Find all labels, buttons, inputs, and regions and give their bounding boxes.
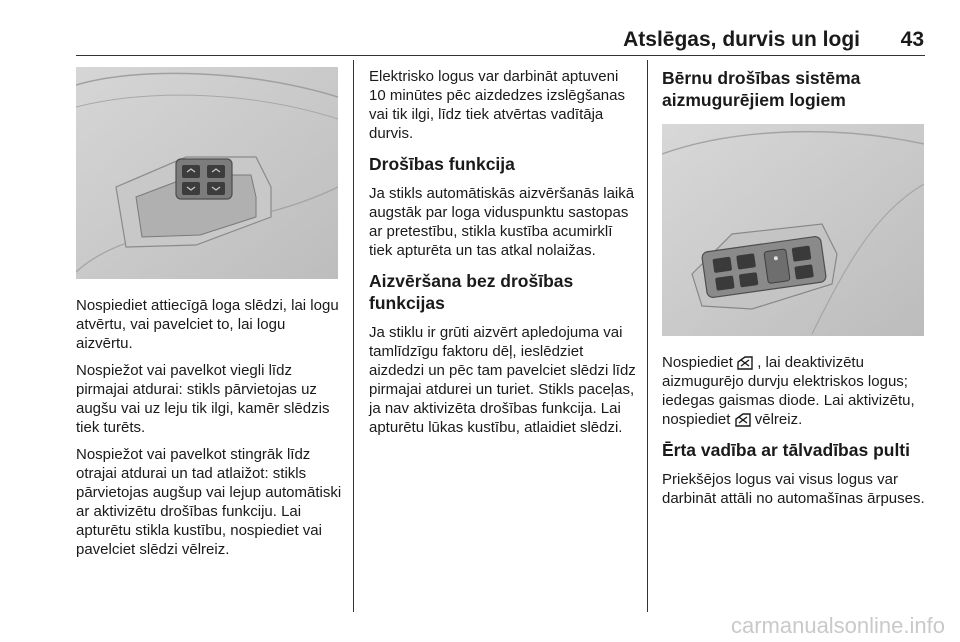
middle-column (369, 67, 637, 445)
safety-function-heading: Drošības funkcija (369, 154, 515, 174)
right-column (662, 67, 930, 516)
watermark: carmanualsonline.info (730, 613, 945, 638)
left-paragraph-1: Nospiediet attiecīgā loga slēdzi, lai logu atvērtu, vai pavelciet to, lai logu aizvērtu. (76, 297, 339, 352)
column-divider-1 (353, 60, 354, 612)
page-number: 43 (900, 28, 924, 51)
remote-control-heading: Ērta vadība ar tālvadības pulti (662, 440, 910, 460)
front-window-switch-illustration (76, 67, 338, 279)
closing-without-safety-text: Ja stiklu ir grūti aizvērt apledojuma vai tamlīdzīgu faktoru dēļ, ieslēdziet aizdedzi un pēc tam pavelciet slēdzi līdz pirmajai atdurei un turiet. Stikls paceļas, ja nav aktivizēta drošības funkcija. Lai apturētu lūkas kustību, atlaidiet slēdzi. (369, 324, 636, 436)
safety-function-text: Ja stikls automātiskās aizvēršanās laikā augstāk par loga viduspunktu sastopas ar pretestību, stikla kustība acumirklī tiek apturēta un tas atkal nolaižas. (369, 185, 635, 259)
child-lock-instructions (662, 353, 930, 429)
left-paragraph-2: Nospiežot vai pavelkot viegli līdz pirmajai atdurai: stikls pārvietojas uz augšu vai uz leju tik ilgi, kamēr slēdzis tiek turēts. (76, 362, 330, 436)
header-rule (76, 55, 925, 56)
rear-window-lock-illustration (662, 124, 924, 336)
middle-intro: Elektrisko logus var darbināt aptuveni 10 minūtes pēc aizdedzes izslēgšanas vai tik ilgi, līdz tiek atvērtas vadītāja durvis. (369, 68, 625, 142)
child-window-lock-icon (735, 413, 751, 427)
child-lock-text-2: , lai deaktivizētu aizmugurējo durvju elektriskos logus; iedegas gaismas diode. Lai aktivizētu, nospiediet (662, 354, 915, 428)
left-paragraph-3: Nospiežot vai pavelkot stingrāk līdz otrajai atdurai un tad atlaižot: stikls pārvietojas augšup vai lejup automātiski ar aktivizētu drošības funkciju. Lai apturētu stikla kustību, nospiediet vai pavelciet slēdzi vēlreiz. (76, 446, 342, 558)
page-header-title: Atslēgas, durvis un logi (623, 28, 860, 51)
child-safety-heading: Bērnu drošības sistēma aizmugurējiem logiem (662, 68, 861, 110)
column-divider-2 (647, 60, 648, 612)
child-window-lock-icon (737, 356, 753, 370)
child-lock-text-1: Nospiediet (662, 354, 738, 371)
left-column (76, 67, 342, 567)
closing-without-safety-heading: Aizvēršana bez drošības funkcijas (369, 271, 574, 313)
child-lock-text-3: vēlreiz. (754, 411, 803, 428)
remote-control-text: Priekšējos logus vai visus logus var darbināt attāli no automašīnas ārpuses. (662, 471, 925, 507)
